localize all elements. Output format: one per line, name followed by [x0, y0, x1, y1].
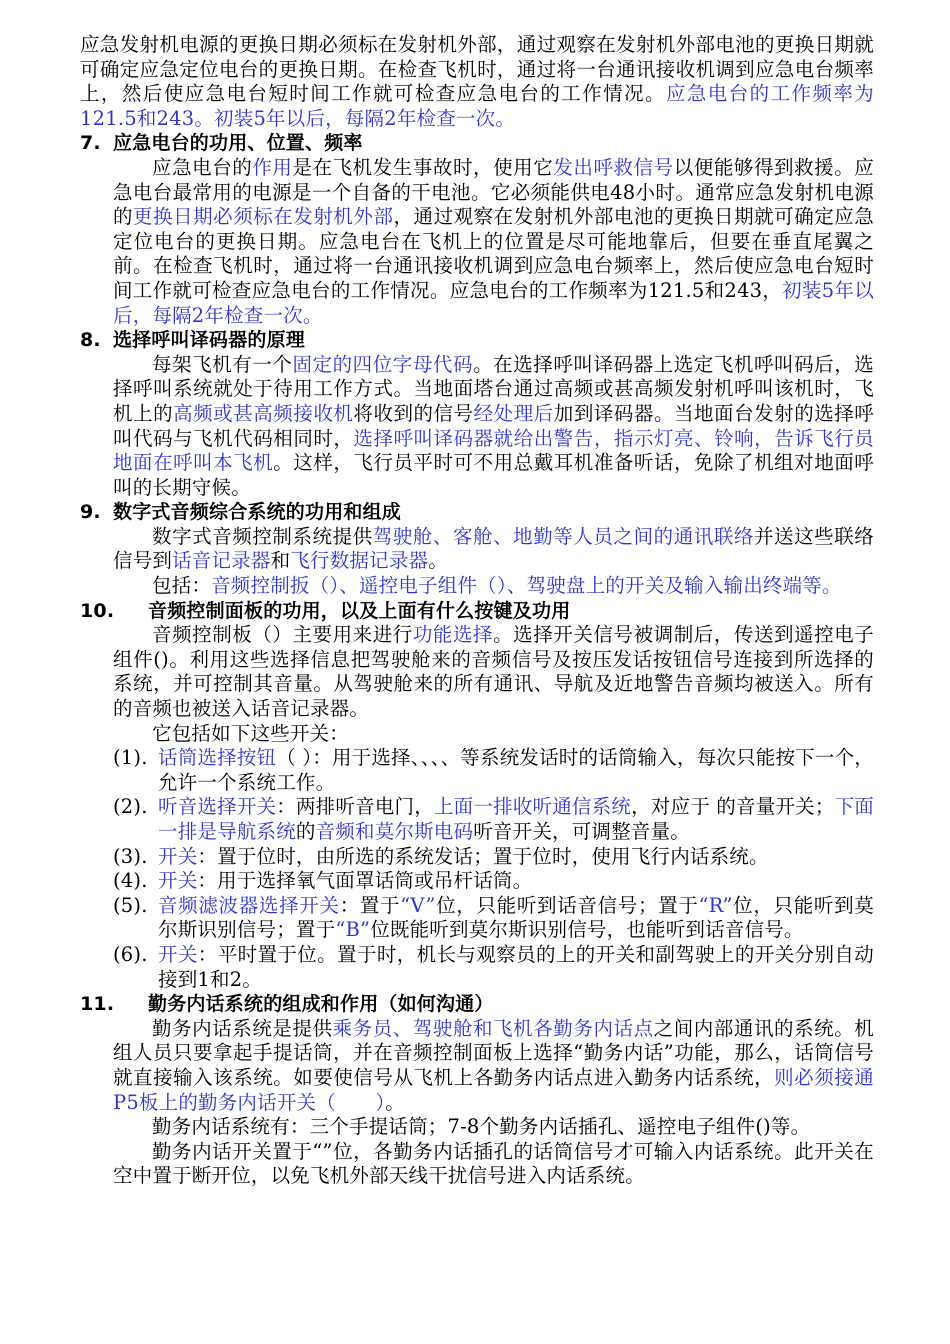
section-number: 11.: [80, 993, 115, 1016]
text: 和: [270, 549, 291, 573]
text: ：两排听音电门，: [276, 795, 434, 819]
section-7-heading: [80, 131, 874, 156]
highlight: 开关: [158, 844, 198, 868]
text: 的: [295, 820, 316, 843]
text: 数字式音频控制系统提供: [152, 524, 373, 548]
text: 勤务内话开关置于“”位，各勤务内话插孔的话筒信号才可输入内话系统。此开关在空中置于断开位，以免飞机外部天线干扰信号进入内话系统。: [113, 1139, 874, 1188]
highlight: 音频和莫尔斯电码: [315, 820, 474, 843]
text: 将收到的信号: [353, 401, 474, 425]
section-title: 勤务内话系统的组成和作用（如何沟通）: [148, 993, 494, 1016]
highlight: “R”: [698, 893, 733, 917]
highlight: 开关: [158, 942, 198, 966]
highlight: 音频控制扳（）、遥控电子组件（）、驾驶盘上的开关及输入输出终端等。: [211, 574, 842, 598]
text: 。这样，飞行员平时可不用总戴耳机准备听话，免除了机组对地面呼叫的长期守候。: [113, 451, 874, 499]
item-marker: (1).: [113, 746, 148, 770]
section-number: 8.: [80, 329, 101, 352]
highlight: 话筒选择按钮: [158, 746, 277, 770]
highlight: 发出呼救信号: [553, 155, 674, 179]
text: 它包括如下这些开关：: [152, 721, 350, 745]
highlight: 选择呼叫译码器就给出警告，指示灯亮、铃响，告诉飞行员地面在呼叫本飞机: [113, 426, 874, 475]
text: ，通过观察在发射机外部电池的更换日期就可确定应急定位电台的更换日期。应急电台在飞机上的位置是尽可能地靠后，但要在垂直尾翼之前。在检查飞机时，通过将一台通讯接收机调到应急电台频率上，然后使应急电台短时间工作就可检查应急电台的工作情况。应急电台的工作频率为121.5和243，: [113, 205, 874, 302]
text: 勤务内话系统是提供: [152, 1016, 333, 1040]
switch-list-item: [113, 894, 874, 943]
highlight: 上面一排收听通信系统: [433, 795, 632, 819]
highlight: “V”: [400, 893, 436, 917]
text: 位，只能听到话音信号；置于: [435, 893, 699, 917]
text: 包括：: [152, 574, 212, 598]
section-10-lead: [113, 722, 874, 747]
highlight: “B”: [335, 918, 371, 942]
highlight: 音频滤波器选择开关: [158, 893, 340, 917]
section-8-heading: [80, 328, 874, 353]
text: 每架飞机有一个: [152, 352, 293, 376]
text: 之间内部通讯的系统。机组人员只要拿起手提话筒，并在音频控制面板上选择“勤务内话”功能，那么，话筒信号就直接输入该系统。如要使信号从飞机上各勤务内话点进入勤务内话系统，: [113, 1016, 874, 1089]
text: 音频控制板（）主要用来进行: [152, 623, 413, 647]
section-11-switch-note: [113, 1140, 874, 1189]
section-number: 7.: [80, 132, 101, 155]
section-11-paragraph: [113, 1017, 874, 1115]
section-number: 10.: [80, 599, 115, 622]
highlight: 经处理后: [473, 401, 554, 425]
section-title: 应急电台的功用、位置、频率: [113, 132, 363, 155]
text: 。选择开关信号被调制后，传送到遥控电子组件()。利用这些选择信息把驾驶舱来的音频信号及按压发话按钮信号连接到所选择的系统，并可控制其音量。从驾驶舱来的所有通讯、导航及近地警告音频均被送入。所有的音频也被送入话音记录器。: [113, 623, 874, 721]
text: （ ）：用于选择、、、、等系统发话时的话筒输入，每次只能按下一个，允许一个系统工作。: [158, 746, 875, 794]
highlight: 高频或甚高频接收机: [173, 401, 354, 425]
text: ：用于选择氧气面罩话筒或吊杆话筒。: [197, 869, 533, 893]
highlight: 话音记录器: [172, 549, 271, 573]
text: 是在飞机发生事故时，使用它: [292, 155, 554, 179]
section-title: 音频控制面板的功用，以及上面有什么按键及功用: [148, 599, 571, 622]
text: ：置于位时，由所选的系统发话；置于位时，使用飞行内话系统。: [197, 844, 769, 868]
highlight: 下面一排是导航系统: [158, 795, 874, 843]
item-marker: (6).: [113, 942, 148, 966]
highlight: 功能选择: [412, 623, 494, 647]
highlight: 听音选择开关: [158, 795, 277, 819]
text: ：置于: [339, 893, 401, 917]
item-marker: (2).: [113, 795, 148, 819]
intro-text: 应急发射机电源的更换日期必须标在发射机外部，通过观察在发射机外部电池的更换日期就可确定应急定位电台的更换日期。在检查飞机时，通过将一台通讯接收机调到应急电台频率上，然后使应急电台短时间工作就可检查应急电台的工作情况。: [80, 33, 874, 106]
item-marker: (5).: [113, 893, 148, 917]
intro-highlight: 应急电台的工作频率为121.5和243。初装5年以后，每隔2年检查一次。: [80, 82, 874, 130]
switch-list-item: [113, 795, 874, 844]
highlight: 乘务员、驾驶舱和飞机各勤务内话点: [332, 1016, 654, 1040]
switch-list-item: [113, 943, 874, 992]
switch-list-item: [113, 845, 874, 870]
section-9-paragraph: [113, 525, 874, 574]
highlight: 开关: [158, 869, 198, 893]
text: 听音开关，可调整音量。: [473, 820, 690, 843]
text: 。在选择呼叫译码器上选定飞机呼叫码后，选择呼叫系统就处于待用工作方式。当地面塔台通过高频或甚高频发射机呼叫该机时，飞机上的: [113, 352, 874, 425]
highlight: 飞行数据记录器: [290, 549, 429, 573]
section-number: 9.: [80, 501, 101, 524]
item-marker: (4).: [113, 869, 148, 893]
text: 以便能够得到救援。应急电台最常用的电源是一个自备的干电池。它必须能供电48小时。通常应急发射机电源的: [113, 155, 874, 229]
section-10-heading: [80, 599, 874, 624]
text: ：平时置于位。置于时，机长与观察员的上的开关和副驾驶上的开关分别自动接到1和2。: [158, 942, 874, 991]
highlight: 初装5年以后，每隔2年检查一次。: [113, 278, 874, 327]
highlight: 驾驶舱、客舱、地勤等人员之间的通讯联络: [372, 524, 754, 548]
section-11-heading: [80, 992, 874, 1017]
section-title: 数字式音频综合系统的功用和组成: [113, 501, 402, 524]
text: 勤务内话系统有：三个手提话筒；7-8个勤务内话插孔、遥控电子组件()等。: [152, 1115, 811, 1139]
section-8-paragraph: [113, 353, 874, 501]
text: 应急电台的: [152, 155, 253, 179]
highlight: 固定的四位字母代码: [292, 352, 474, 376]
intro-paragraph: [80, 33, 874, 131]
text: 位既能听到莫尔斯识别信号，也能听到话音信号。: [370, 918, 804, 942]
section-9-heading: [80, 500, 874, 525]
section-9-includes: [113, 574, 874, 599]
text: 位，只能听到莫尔斯识别信号；置于: [158, 893, 874, 942]
highlight: 则必须接通P5板上的勤务内话开关（ ）: [113, 1065, 874, 1114]
text: 加到译码器。当地面台发射的选择呼叫代码与飞机代码相同时，: [113, 401, 874, 450]
section-title: 选择呼叫译码器的原理: [113, 329, 306, 352]
text: 并送这些联络信号到: [113, 524, 874, 573]
switch-list-item: [113, 746, 874, 795]
section-10-paragraph: [113, 623, 874, 721]
switch-list-item: [113, 869, 874, 894]
highlight: 作用: [252, 155, 293, 179]
text: 。: [385, 1090, 405, 1114]
text: 。: [428, 549, 448, 573]
section-7-paragraph: [113, 156, 874, 328]
text: ，对应于 的音量开关；: [631, 795, 835, 819]
highlight: 更换日期必须标在发射机外部: [133, 205, 394, 229]
item-marker: (3).: [113, 844, 148, 868]
section-11-components: [113, 1115, 874, 1140]
